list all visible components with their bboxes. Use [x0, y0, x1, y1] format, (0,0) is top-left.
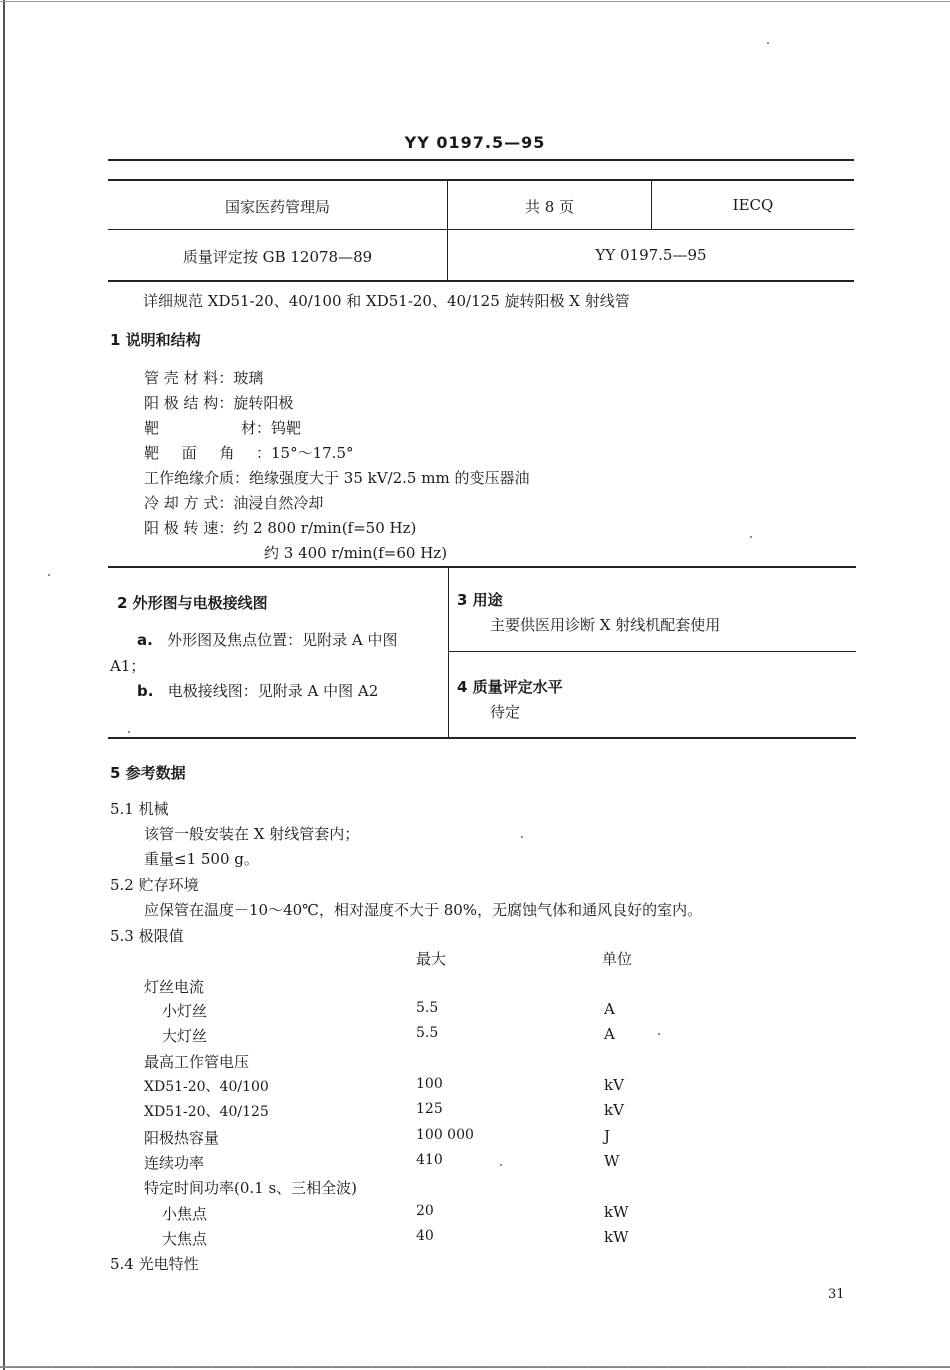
col-header-max: 最大	[416, 950, 447, 968]
row-max: 40	[416, 1228, 434, 1244]
section-2-title: 2 外形图与电极接线图	[117, 594, 268, 612]
section-5-title: 5 参考数据	[110, 764, 186, 782]
table-divider-1	[447, 180, 448, 280]
header-rule	[108, 159, 854, 161]
row-max: 5.5	[416, 1000, 439, 1016]
pages-cell: 共 8 页	[524, 198, 575, 216]
table-bottom-rule	[108, 280, 854, 282]
section-2-item-a: a. 外形图及焦点位置：见附录 A 中图	[137, 631, 398, 649]
section-4-text: 待定	[490, 703, 521, 721]
row-unit: A	[604, 1000, 615, 1018]
section-5-2-title: 5.2 贮存环境	[110, 876, 199, 894]
section-3-text: 主要供医用诊断 X 射线机配套使用	[490, 616, 721, 634]
row-unit: J	[604, 1127, 611, 1145]
row-max: 20	[416, 1203, 434, 1219]
section-5-1-title: 5.1 机械	[110, 800, 169, 818]
section-5-1-line: 该管一般安装在 X 射线管套内；	[144, 825, 360, 843]
row-name: 大焦点	[162, 1230, 208, 1248]
scan-speck	[658, 1033, 660, 1035]
list-item: 靶 面 角 ：15°～17.5°	[144, 444, 354, 462]
row-name: XD51-20、40/100	[144, 1079, 269, 1095]
system-cell: IECQ	[732, 196, 774, 214]
section-5-4-title: 5.4 光电特性	[110, 1255, 199, 1273]
list-item: 阳 极 转 速：约 2 800 r/min(f=50 Hz)	[144, 519, 417, 537]
table-mid-rule	[108, 229, 854, 230]
table-top-rule	[108, 179, 854, 181]
scan-speck	[767, 42, 769, 44]
row-name: 最高工作管电压	[144, 1053, 250, 1071]
basis-cell: 质量评定按 GB 12078—89	[182, 248, 373, 266]
row-unit: W	[604, 1152, 620, 1170]
row-name: 特定时间功率(0.1 s、三相全波)	[144, 1179, 358, 1197]
row-name: XD51-20、40/125	[144, 1104, 269, 1120]
row-name: 阳极热容量	[144, 1129, 220, 1147]
scan-speck	[500, 1164, 502, 1166]
col-header-unit: 单位	[602, 950, 633, 968]
row-unit: kW	[604, 1228, 629, 1246]
row-name: 连续功率	[144, 1154, 205, 1172]
section-2-item-b: b. 电极接线图：见附录 A 中图 A2	[137, 682, 379, 700]
section-2-item-a-cont: A1；	[110, 657, 146, 675]
list-item: 工作绝缘介质：绝缘强度大于 35 kV/2.5 mm 的变压器油	[144, 469, 530, 487]
list-item: 阳 极 结 构：旋转阳极	[144, 394, 294, 412]
standard-code-header: YY 0197.5—95	[404, 133, 546, 152]
row-name: 小焦点	[162, 1205, 208, 1223]
section-5-3-title: 5.3 极限值	[110, 927, 184, 945]
scan-speck	[128, 731, 130, 733]
row-name: 灯丝电流	[144, 978, 205, 996]
list-item-continuation: 约 3 400 r/min(f=60 Hz)	[264, 544, 448, 562]
page-edge-left	[3, 0, 5, 1370]
list-item: 靶 材 ：钨靶	[144, 419, 302, 437]
page-number: 31	[828, 1287, 845, 1302]
box-top-rule	[108, 566, 856, 568]
scan-speck	[521, 836, 523, 838]
box-right-mid-rule	[449, 651, 856, 652]
row-name: 大灯丝	[162, 1027, 208, 1045]
scan-speck	[750, 536, 752, 538]
box-divider	[448, 567, 449, 737]
row-unit: kV	[604, 1076, 624, 1094]
row-max: 100	[416, 1076, 443, 1092]
scan-speck	[48, 574, 50, 576]
box-bottom-rule	[108, 737, 856, 739]
row-unit: kV	[604, 1101, 624, 1119]
row-max: 410	[416, 1152, 443, 1168]
page-edge-top	[0, 1, 950, 2]
row-max: 125	[416, 1101, 443, 1117]
list-item: 管 壳 材 料：玻璃	[144, 369, 264, 387]
row-unit: kW	[604, 1203, 629, 1221]
section-1-title: 1 说明和结构	[110, 331, 201, 349]
page-edge-bottom	[0, 1366, 950, 1368]
section-4-title: 4 质量评定水平	[457, 678, 563, 696]
standard-cell: YY 0197.5—95	[595, 246, 707, 264]
row-unit: A	[604, 1025, 615, 1043]
section-5-2-text: 应保管在温度－10～40℃，相对湿度不大于 80%，无腐蚀气体和通风良好的室内。	[144, 901, 703, 919]
row-max: 5.5	[416, 1025, 439, 1041]
section-5-1-line: 重量≤1 500 g。	[144, 850, 259, 868]
list-item: 冷 却 方 式：油浸自然冷却	[144, 494, 324, 512]
row-name: 小灯丝	[162, 1002, 208, 1020]
section-3-title: 3 用途	[457, 591, 503, 609]
spec-title: 详细规范 XD51-20、40/100 和 XD51-20、40/125 旋转阳极 X 射线管	[143, 292, 630, 310]
row-max: 100 000	[416, 1127, 474, 1143]
authority-cell: 国家医药管理局	[224, 198, 330, 216]
